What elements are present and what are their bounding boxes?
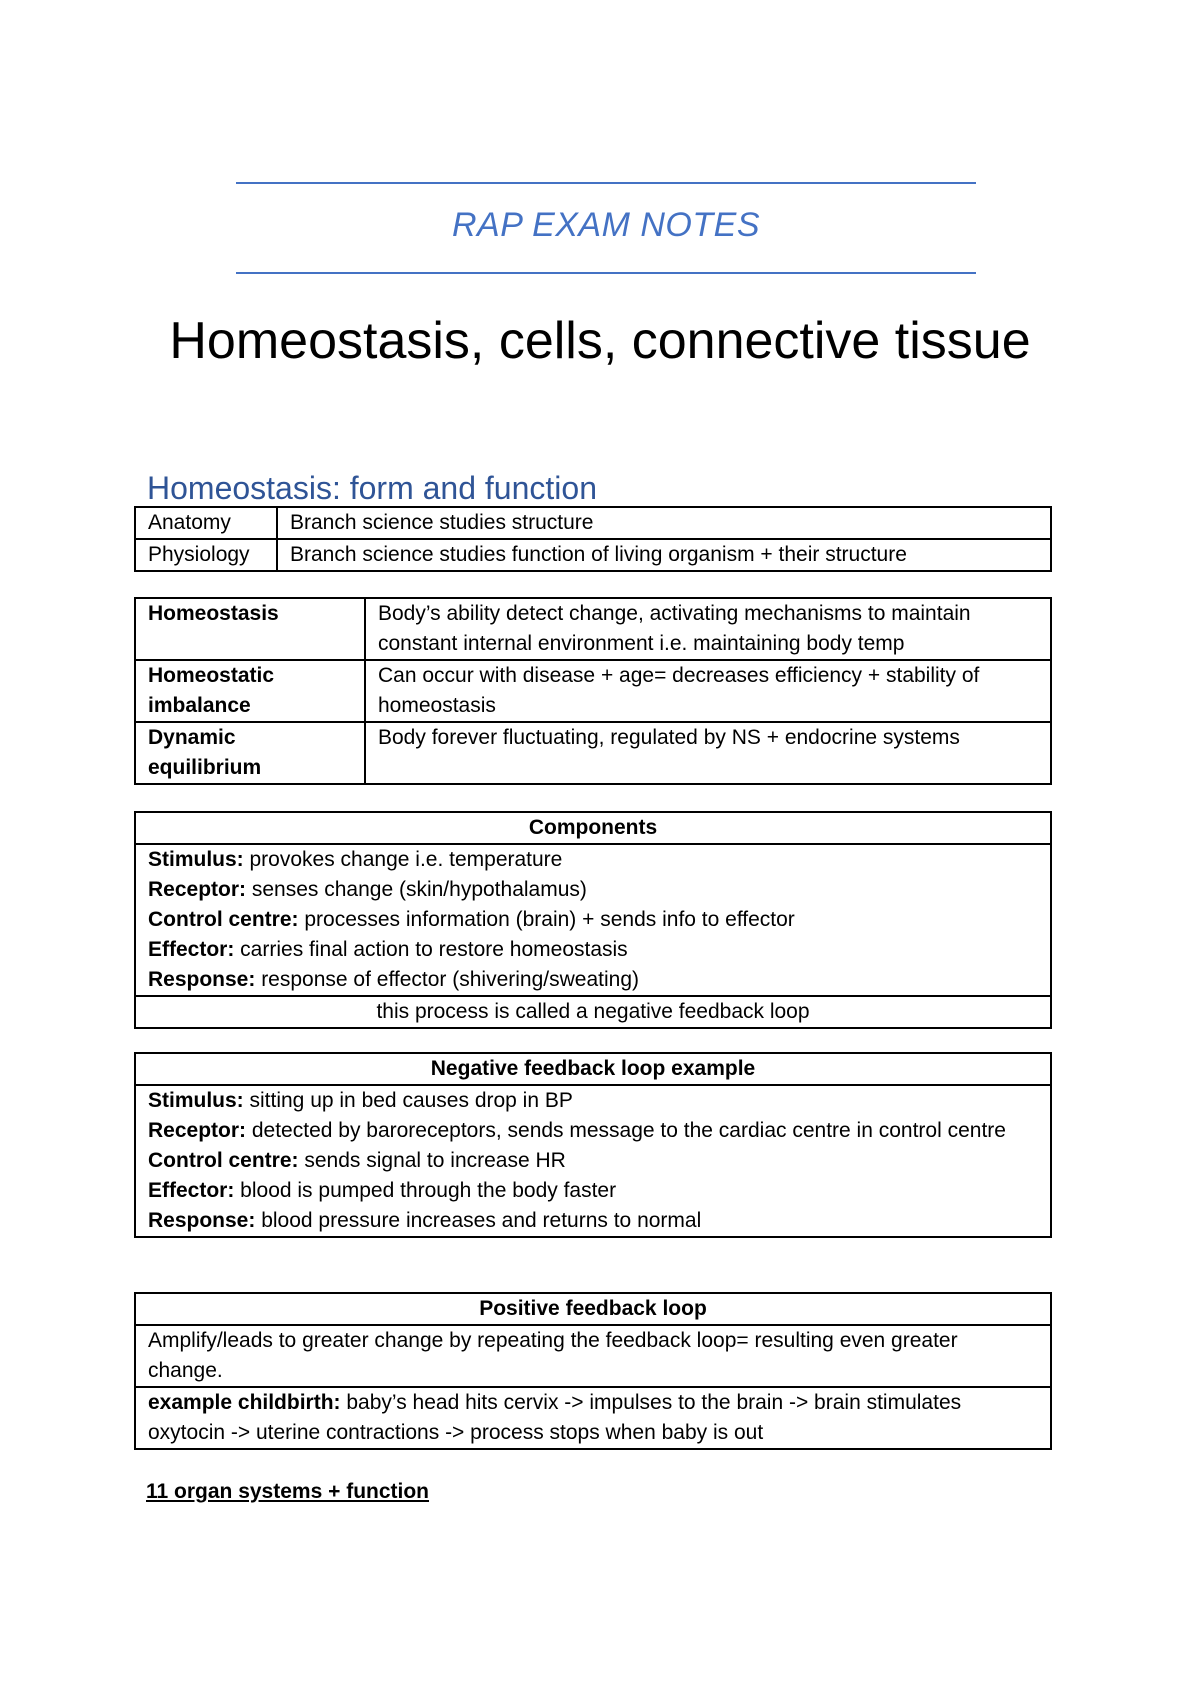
list-item: Receptor: senses change (skin/hypothalamus)	[148, 878, 587, 901]
components-list	[135, 844, 1051, 996]
table-row	[135, 722, 1051, 784]
homeostasis-definitions-table	[134, 597, 1052, 785]
section-heading: Homeostasis: form and function	[147, 470, 597, 506]
table-row	[135, 1387, 1051, 1449]
document-subtitle: RAP EXAM NOTES	[451, 206, 761, 244]
term-cell: Homeostatic imbalance	[135, 660, 365, 722]
list-item: Control centre: sends signal to increase HR	[148, 1149, 566, 1172]
definition-cell: Body’s ability detect change, activating mechanisms to maintain constant internal environment i.e. maintaining body temp	[365, 598, 1051, 660]
list-item: Control centre: processes information (brain) + sends info to effector	[148, 908, 795, 931]
table-row	[135, 507, 1051, 539]
term-cell: Homeostasis	[135, 598, 365, 660]
table-header-row	[135, 1053, 1051, 1085]
definition-cell: Branch science studies function of living organism + their structure	[277, 539, 1051, 571]
term-cell: Physiology	[135, 539, 277, 571]
list-item: Receptor: detected by baroreceptors, sends message to the cardiac centre in control centre	[148, 1119, 1006, 1142]
negative-feedback-list	[135, 1085, 1051, 1237]
positive-feedback-example: example childbirth: baby’s head hits cervix -> impulses to the brain -> brain stimulates oxytocin -> uterine contractions -> process stops when baby is out	[135, 1387, 1051, 1449]
table-header-row	[135, 1293, 1051, 1325]
table-row	[135, 1085, 1051, 1237]
table-row	[135, 1325, 1051, 1387]
positive-feedback-table	[134, 1292, 1052, 1450]
list-item: Response: blood pressure increases and returns to normal	[148, 1209, 702, 1232]
negative-feedback-table	[134, 1052, 1052, 1238]
positive-feedback-heading: Positive feedback loop	[135, 1293, 1051, 1325]
table-row	[135, 660, 1051, 722]
bottom-rule	[236, 272, 976, 274]
term-cell: Dynamic equilibrium	[135, 722, 365, 784]
components-table	[134, 811, 1052, 1029]
list-item: Stimulus: provokes change i.e. temperature	[148, 848, 563, 871]
negative-feedback-heading: Negative feedback loop example	[135, 1053, 1051, 1085]
table-row	[135, 996, 1051, 1028]
table-row	[135, 844, 1051, 996]
list-item: Effector: carries final action to restore homeostasis	[148, 938, 628, 961]
table-header-row	[135, 812, 1051, 844]
list-item: Response: response of effector (shivering/sweating)	[148, 968, 639, 991]
organ-systems-heading: 11 organ systems + function	[146, 1480, 430, 1503]
document-title: Homeostasis, cells, connective tissue	[169, 312, 1031, 370]
list-item: Stimulus: sitting up in bed causes drop in BP	[148, 1089, 573, 1112]
top-rule	[236, 182, 976, 184]
table-row	[135, 539, 1051, 571]
components-footer: this process is called a negative feedback loop	[135, 996, 1051, 1028]
components-heading: Components	[135, 812, 1051, 844]
table-row	[135, 598, 1051, 660]
anatomy-physiology-table	[134, 506, 1052, 572]
term-cell: Anatomy	[135, 507, 277, 539]
positive-feedback-description: Amplify/leads to greater change by repeating the feedback loop= resulting even greater change.	[135, 1325, 1051, 1387]
definition-cell: Body forever fluctuating, regulated by NS + endocrine systems	[365, 722, 1051, 784]
definition-cell: Can occur with disease + age= decreases efficiency + stability of homeostasis	[365, 660, 1051, 722]
definition-cell: Branch science studies structure	[277, 507, 1051, 539]
list-item: Effector: blood is pumped through the body faster	[148, 1179, 617, 1202]
